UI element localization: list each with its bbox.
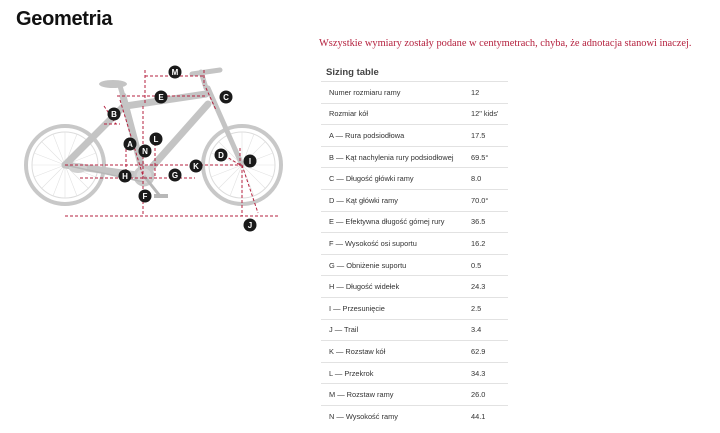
row-label: A — Rura podsiodłowa [321, 125, 471, 147]
row-label: F — Wysokość osi suportu [321, 233, 471, 255]
table-row [321, 146, 508, 168]
marker-d [215, 149, 228, 162]
row-label: E — Efektywna długość górnej rury [321, 211, 471, 233]
table-row [321, 254, 508, 276]
table-row [321, 384, 508, 406]
row-value: 12" kids' [471, 103, 508, 125]
table-row [321, 82, 508, 104]
marker-h [119, 170, 132, 183]
marker-g [169, 169, 182, 182]
table-row [321, 233, 508, 255]
marker-d-label: D [218, 151, 224, 160]
marker-e [155, 91, 168, 104]
table-row [321, 319, 508, 341]
table-row [321, 189, 508, 211]
table-row [321, 168, 508, 190]
row-value: 26.0 [471, 384, 508, 406]
row-value: 8.0 [471, 168, 508, 190]
marker-f-label: F [142, 192, 148, 201]
row-value: 3.4 [471, 319, 508, 341]
row-value: 16.2 [471, 233, 508, 255]
row-label: D — Kąt główki ramy [321, 189, 471, 211]
table-row [321, 276, 508, 298]
marker-i [244, 155, 257, 168]
table-row [321, 405, 508, 427]
marker-f [139, 190, 152, 203]
sizing-table-panel [321, 60, 508, 427]
table-row [321, 103, 508, 125]
row-label: B — Kąt nachylenia rury podsiodłowej [321, 146, 471, 168]
row-value: 62.9 [471, 341, 508, 363]
marker-g-label: G [171, 171, 179, 180]
page-title: Geometria [16, 8, 113, 30]
table-row [321, 125, 508, 147]
marker-k-label: K [193, 162, 199, 171]
sizing-table-body [321, 82, 508, 428]
table-row [321, 362, 508, 384]
table-row [321, 341, 508, 363]
row-label: I — Przesunięcie [321, 297, 471, 319]
marker-b [108, 108, 121, 121]
row-label: H — Długość widełek [321, 276, 471, 298]
row-value: 44.1 [471, 405, 508, 427]
table-row [321, 297, 508, 319]
sizing-table-heading: Sizing table [326, 67, 379, 78]
row-label: G — Obniżenie suportu [321, 254, 471, 276]
row-value: 24.3 [471, 276, 508, 298]
units-notice: Wszystkie wymiary zostały podane w centymetrach, chyba, że adnotacja stanowi inaczej. [319, 38, 692, 49]
marker-l-label: L [153, 135, 159, 144]
row-value: 0.5 [471, 254, 508, 276]
marker-c [220, 91, 233, 104]
row-value: 69.5° [471, 146, 508, 168]
row-label: Numer rozmiaru ramy [321, 82, 471, 104]
marker-n [139, 145, 152, 158]
row-value: 36.5 [471, 211, 508, 233]
row-label: N — Wysokość ramy [321, 405, 471, 427]
marker-l [150, 133, 163, 146]
row-label: L — Przekrok [321, 362, 471, 384]
marker-i-label: I [248, 157, 252, 166]
table-row [321, 211, 508, 233]
sizing-table [321, 81, 508, 427]
marker-j [244, 219, 257, 232]
row-label: Rozmiar kół [321, 103, 471, 125]
row-value: 17.5 [471, 125, 508, 147]
marker-m-label: M [171, 68, 179, 77]
marker-b-label: B [111, 110, 117, 119]
marker-c-label: C [223, 93, 229, 102]
row-value: 12 [471, 82, 508, 104]
row-label: K — Rozstaw kół [321, 341, 471, 363]
row-label: C — Długość główki ramy [321, 168, 471, 190]
marker-e-label: E [158, 93, 164, 102]
marker-m [169, 66, 182, 79]
bike-geometry-diagram [20, 58, 305, 238]
marker-n-label: N [142, 147, 148, 156]
marker-j-label: J [247, 221, 253, 230]
row-label: M — Rozstaw ramy [321, 384, 471, 406]
marker-h-label: H [122, 172, 128, 181]
row-value: 2.5 [471, 297, 508, 319]
row-label: J — Trail [321, 319, 471, 341]
marker-k [190, 160, 203, 173]
row-value: 34.3 [471, 362, 508, 384]
marker-a [124, 138, 137, 151]
marker-a-label: A [127, 140, 133, 149]
row-value: 70.0° [471, 189, 508, 211]
